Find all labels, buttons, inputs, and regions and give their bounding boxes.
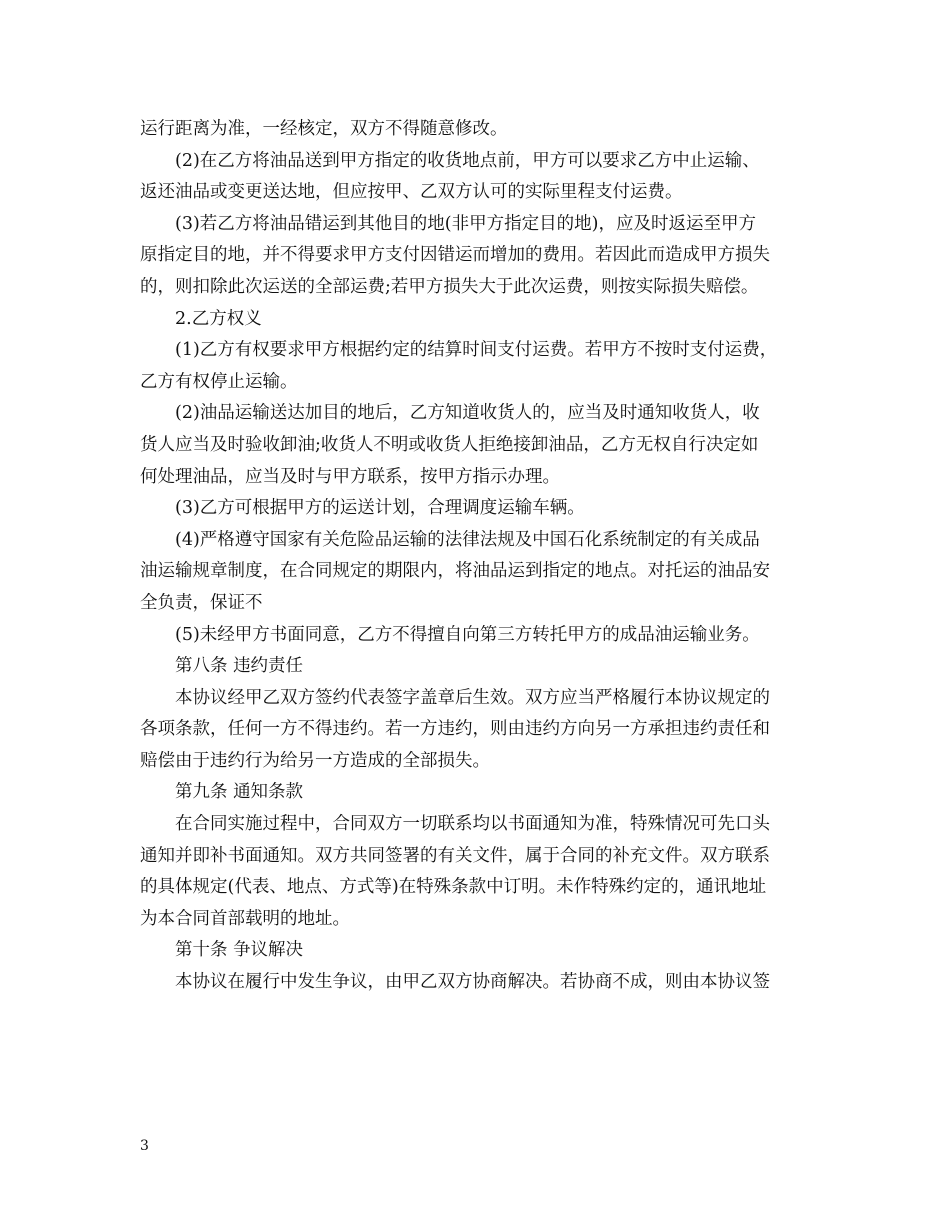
text-line: 赔偿由于违约行为给另一方造成的全部损失。 xyxy=(140,750,490,771)
text-line: 全负责，保证不 xyxy=(140,592,263,613)
text-line: 本协议在履行中发生争议，由甲乙双方协商解决。若协商不成，则由本协议签 xyxy=(175,972,770,993)
text-line: (4)严格遵守国家有关危险品运输的法律法规及中国石化系统制定的有关成品 xyxy=(175,529,760,550)
text-line: 原指定目的地，并不得要求甲方支付因错运而增加的费用。若因此而造成甲方损失 xyxy=(140,245,770,266)
text-line: (2)油品运输送达加目的地后，乙方知道收货人的，应当及时通知收货人，收 xyxy=(175,403,760,424)
text-line: 为本合同首部载明的地址。 xyxy=(140,908,350,929)
text-line: 何处理油品，应当及时与甲方联系，按甲方指示办理。 xyxy=(140,466,560,487)
text-line: (1)乙方有权要求甲方根据约定的结算时间支付运费。若甲方不按时支付运费， xyxy=(175,340,778,361)
text-line: 乙方有权停止运输。 xyxy=(140,371,298,392)
text-line: 第八条 违约责任 xyxy=(175,656,304,677)
text-line: 第十条 争议解决 xyxy=(175,940,304,961)
text-line: 各项条款，任何一方不得违约。若一方违约，则由违约方向另一方承担违约责任和 xyxy=(140,719,770,740)
text-line: (3)若乙方将油品错运到其他目的地(非甲方指定目的地)，应及时返运至甲方 xyxy=(175,213,756,234)
text-line: 的，则扣除此次运送的全部运费;若甲方损失大于此次运费，则按实际损失赔偿。 xyxy=(140,276,759,297)
text-line: 运行距离为准，一经核定，双方不得随意修改。 xyxy=(140,119,508,139)
text-line: 的具体规定(代表、地点、方式等)在特殊条款中订明。未作特殊约定的，通讯地址 xyxy=(140,877,767,898)
contract-body-text xyxy=(140,114,820,999)
text-line: 通知并即补书面通知。双方共同签署的有关文件，属于合同的补充文件。双方联系 xyxy=(140,845,770,866)
text-line: 第九条 通知条款 xyxy=(175,782,304,803)
text-line: 返还油品或变更送达地，但应按甲、乙双方认可的实际里程支付运费。 xyxy=(140,182,683,203)
text-line: 油运输规章制度，在合同规定的期限内，将油品运到指定的地点。对托运的油品安 xyxy=(140,561,770,582)
text-line: 本协议经甲乙双方签约代表签字盖章后生效。双方应当严格履行本协议规定的 xyxy=(175,687,770,708)
text-line: (3)乙方可根据甲方的运送计划，合理调度运输车辆。 xyxy=(175,498,585,519)
text-line: (2)在乙方将油品送到甲方指定的收货地点前，甲方可以要求乙方中止运输、 xyxy=(175,150,760,171)
text-line: 在合同实施过程中，合同双方一切联系均以书面通知为准，特殊情况可先口头 xyxy=(175,814,770,835)
page-number: 3 xyxy=(140,1138,149,1154)
text-line: 2.乙方权义 xyxy=(175,308,262,329)
text-line: (5)未经甲方书面同意，乙方不得擅自向第三方转托甲方的成品油运输业务。 xyxy=(175,624,760,645)
text-line: 货人应当及时验收卸油;收货人不明或收货人拒绝接卸油品，乙方无权自行决定如 xyxy=(140,434,759,455)
